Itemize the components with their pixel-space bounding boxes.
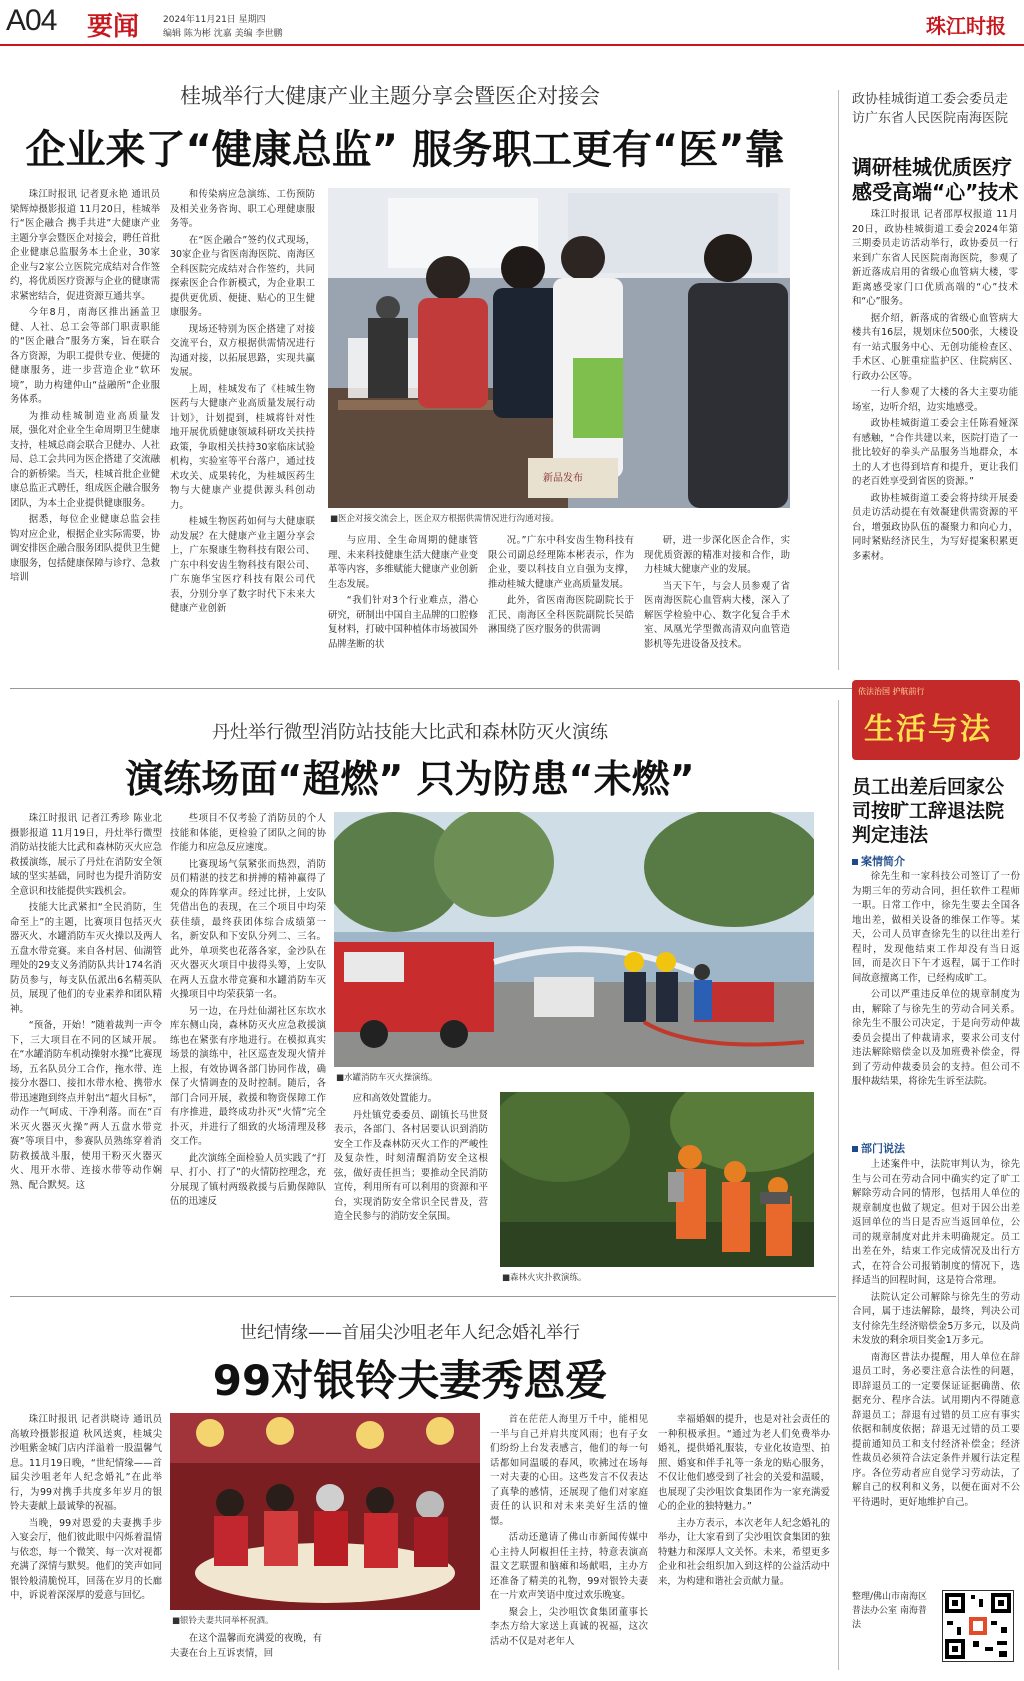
paragraph: 南海区普法办提醒，用人单位在辞退员工时，务必要注意合法性的问题，即辞退员工的一定要保证证据确凿、依据充分、程序合法。试用期内不得随意辞退员工；辞退有过错的员工应有事实依据和制度依据；辞退无过错的员工要提前通知员工和支付经济补偿金；经济性裁员必须符合法定条件并履行法定程序。各位劳动者应自觉学习劳动法，了解自己的权利和义务，以便在面对不公平待遇时，更好地维护自己。 — [852, 1351, 1020, 1508]
paragraph: 当天下午，与会人员参观了省医南海医院心血管病大楼，深入了解医学检验中心、数字化复合手术室、凤凰光学型微高清双向血管造影机等先进设备及技术。 — [644, 580, 790, 650]
law-subhead-department: 部门说法 — [852, 1140, 905, 1156]
story1-column-5 — [644, 534, 790, 674]
story1-photo-caption: ■医企对接交流会上，医企双方根据供需情况进行沟通对接。 — [330, 514, 560, 524]
paragraph: 珠江时报讯 记者江秀珍 陈业北摄影报道 11月19日，丹灶举行微型消防站技能大比武和森林防灭火应急救援演练，展示了丹灶在消防安全领域的坚实基础，同时也为提升消防安全意识和技能提供实践机会。 — [10, 813, 162, 897]
wedding-banquet-photo — [170, 1413, 480, 1610]
paragraph: 徐先生和一家科技公司签订了一份为期三年的劳动合同，担任软件工程师一职。日常工作中，徐先生要去全国各地出差，做相关设备的维保工作等。某天，公司人员审查徐先生的以往出差行程时，发现他结束工作却没有当日返回，而是次日下午才返程，属于工作时间故意擅离工作，已经构成旷工。 — [852, 871, 1020, 984]
sidebar-body — [852, 208, 1018, 663]
paragraph: “我们针对3个行业难点，潜心研究，研制出中国自主品牌的口腔修复材料，打破中国种植体市场被国外品牌垄断的状 — [328, 595, 478, 650]
paragraph: 况。”广东中科安齿生物科技有限公司副总经理陈本彬表示，作为企业，要以科技自立自强为支撑，推动桂城大健康产业高质量发展。 — [488, 535, 634, 590]
paragraph: 和传染病应急演练、工伤预防及相关业务咨询、职工心理健康服务等。 — [170, 189, 315, 229]
paragraph: 珠江时报讯 记者邵厚权报道 11月20日，政协桂城街道工委会2024年第三期委员走访活动举行，政协委员一行来到广东省人民医院南海医院，参观了新近落成启用的省级心血管病大楼，零距离感受家门口优质高端的“心”技术和“心”服务。 — [852, 209, 1018, 307]
editor-credits: 编辑 陈为彬 沈嘉 美编 李世鹏 — [163, 29, 283, 39]
story2-photo-firetruck — [334, 812, 814, 1067]
story2-column-2 — [170, 812, 326, 1288]
story2-kicker: 丹灶举行微型消防站技能大比武和森林防灭火演练 — [212, 722, 608, 743]
story1-headline: 企业来了“健康总监” 服务职工更有“医”靠 — [25, 127, 785, 173]
paragraph: 在“医企融合”签约仪式现场，30家企业与省医南海医院、南海区全科医院完成结对合作签约，共同探索医企合作新模式，为企业职工提供更优质、便捷、贴心的卫生健康服务。 — [170, 234, 315, 318]
story3-photo — [170, 1413, 480, 1610]
paragraph: 法院认定公司解除与徐先生的劳动合同，属于违法解除，最终，判决公司支付徐先生经济赔偿金5万多元，以及尚未发放的剩余项目奖金1万多元。 — [852, 1291, 1020, 1346]
story3-column-1 — [10, 1413, 162, 1675]
column-logo-tagline: 依法治国 护航前行 — [858, 687, 925, 696]
paragraph: 与应用、全生命周期的健康管理、未来科技健康生活大健康产业变革等内容，多维赋能大健康产业创新生态发展。 — [328, 535, 478, 590]
paragraph: “预备，开始！”随着裁判一声令下，三大项目在不同的区域开展。在“水罐消防车机动操射水操”比赛现场，五名队员分工合作，拖水带、连接分水器口、接扣水带水枪、携带水带迅速跑到终点并射出“超火目标”，动作一气呵成、干净利落。而在“百米灭火器灭火操”两人五盘水带竞赛”等项目中，参赛队员熟练穿着消防救援战斗服，使用干粉灭火器灭火、甩开水带、连接水带等动作娴熟、配合默契。这 — [10, 1020, 162, 1191]
paragraph: 今年8月，南海区推出涵盖卫健、人社、总工会等部门职责职能的“医企融合”服务方案，旨在联合各方资源，为职工提供专业、便捷的健康服务，进一步营造企业“软环境”，助力构建仲山“益融所”企业服务体系。 — [10, 307, 160, 405]
paragraph: 桂城生物医药如何与大健康联动发展？在大健康产业主题分享会上，广东聚康生物科技有限公司、广东中科安齿生物科技有限公司、广东施华宝医疗科技有限公司代表，分别分享了数字时代下未来大健康产业创新 — [170, 516, 315, 614]
paragraph: 另一边，在丹灶仙湖社区东坎水库东侧山岗，森林防灭火应急救援演练也在紧张有序地进行。在模拟真实场景的演练中，社区巡查发现火情并上报，有效协调各部门协同作战，确保了火情调查的及时控制。随后，各部门合同开展，救援和物资保障工作有序推进，最终成功扑灭“火情”完全扑灭，并进行了细致的火场清理及移交工作。 — [170, 1005, 326, 1147]
paragraph: 据悉，每位企业健康总监会挂钩对应企业，根据企业实际需要，协调安排医企融合服务团队提供卫生健康服务，包括健康保障与诊疗、急救培训 — [10, 514, 160, 583]
medical-exchange-photo — [328, 188, 790, 508]
story2-photo2-caption: ■森林火灾扑救演练。 — [502, 1273, 587, 1283]
page-number: A04 — [6, 4, 57, 37]
section-divider — [10, 1296, 836, 1297]
paragraph: 研，进一步深化医企合作，实现优质资源的精准对接和合作，助力桂城大健康产业的发展。 — [644, 535, 790, 575]
story3-column-4 — [658, 1413, 830, 1675]
paragraph: 珠江时报讯 记者洪晓诗 通讯员高敏玲摄影报道 秋风送爽，桂城尖沙咀紫金城门店内洋溢着一股温馨气息。11月19日晚，“世纪情缘——首届尖沙咀老年人纪念婚礼”在此举行，为99对携手共度多年岁月的银铃夫妻献上最诚挚的祝福。 — [10, 1414, 162, 1512]
paragraph: 政协桂城街道工委会主任陈看娅深有感触，“合作共建以来，医院打造了一批比较好的拳头产品服务当地群众，本土的人才也得到培育和提升，更让我们的老百姓享受到省医的资源。” — [852, 418, 1018, 487]
paragraph: 聚会上，尖沙咀饮食集团董事长李杰方给大家送上真诚的祝福，这次活动不仅是对老年人 — [490, 1606, 648, 1647]
paragraph: 现场还特别为医企搭建了对接交流平台，双方根据供需情况进行沟通对接，以拓展思路，实现共赢发展。 — [170, 323, 315, 378]
publication-date: 2024年11月21日 星期四 — [163, 15, 266, 25]
story1-kicker: 桂城举行大健康产业主题分享会暨医企对接会 — [180, 84, 600, 108]
paragraph: 据介绍，新落成的省级心血管病大楼共有16层，规划床位500张，大楼设有一站式服务中心、无创功能检查区、手术区、心脏重症监护区、住院病区、行政办公区等。 — [852, 312, 1018, 382]
column-divider — [838, 700, 839, 1670]
story1-column-2 — [170, 188, 315, 672]
law-credit: 整理/佛山市南海区普法办公室 南海普法 — [852, 1592, 928, 1630]
forest-fire-drill-photo — [500, 1092, 814, 1267]
story2-photo1-caption: ■水罐消防车灭火操演练。 — [336, 1073, 438, 1083]
paragraph: 上周，桂城发布了《桂城生物医药与大健康产业高质量发展行动计划》，计划提到，桂城将针对性地开展优质健康领域科研攻关扶持政策，争取相关扶持30家临床试验机构，实验室等平台落户，通过技术攻关、成果转化，为桂城医药生物与大健康产业提供源头科创动力。 — [170, 383, 315, 511]
paragraph: 上述案件中，法院审判认为，徐先生与公司在劳动合同中确实约定了旷工解除劳动合同的情形，包括用人单位的规章制度也做了规定。但对于因公出差返回单位的当日是否应当返回单位，公司的规章制度对此并未明确规定。员工出差在外，结束工作完成情况及出行方式，在符合公司报销制度的情况下，选择适当的回程时间，这是符合常理。 — [852, 1159, 1020, 1286]
column-divider — [838, 90, 839, 670]
story2-column-3 — [334, 1092, 488, 1288]
paragraph: 为推动桂城制造业高质量发展，强化对企业全生命周期卫生健康支持，桂城总商会联合卫健办、人社局、总工会共同为医企搭建了交流融合的新桥梁。当天，桂城首批企业健康总监正式聘任，组成医企融合服务团队，为本土企业提供健康服务。 — [10, 410, 160, 509]
story1-photo — [328, 188, 790, 508]
paragraph: 技能大比武紧扣“全民消防，生命至上”的主题，比赛项目包括灭火器灭火、水罐消防车灭火操以及两人五盘水带竞赛。来自各村居、仙湖管理处的29支义务消防队共计174名消防员参与，每支队伍派出6名精英队员，展现了他们的专业素养和团队精神。 — [10, 902, 162, 1015]
section-name: 要闻 — [87, 12, 140, 42]
law-case-body — [852, 870, 1020, 1130]
paragraph: 应和高效处置能力。 — [352, 1093, 438, 1104]
law-story-title: 员工出差后回家公司按旷工辞退法院判定违法 — [852, 776, 1005, 846]
qr-code-icon — [943, 1591, 1013, 1661]
law-department-body — [852, 1158, 1020, 1583]
paragraph: 首在茫茫人海里万千中，能相见一半与自己并肩共度风雨；也有子女们纷纷上台发表感言，他们的每一句话都如同温暖的春风，吹拂过在场每一对夫妻的心田。这些发言不仅表达了真挚的感情，还展现了他们对家庭责任的认识和对未来美好生活的憧憬。 — [490, 1414, 648, 1527]
story2-column-1 — [10, 812, 162, 1288]
paragraph: 主办方表示，本次老年人纪念婚礼的举办，让大家看到了尖沙咀饮食集团的独特魅力和深厚人文关怀。未来，希望更多企业和社会组织加入到这样的公益活动中来，为构建和谐社会贡献力量。 — [658, 1517, 830, 1587]
story3-column-2 — [170, 1632, 322, 1672]
story2-photo-forest — [500, 1092, 814, 1267]
paragraph: 一行人参观了大楼的各大主要功能场室，边听介绍，边实地感受。 — [852, 387, 1018, 413]
story3-headline: 99对银铃夫妻秀恩爱 — [212, 1356, 608, 1405]
story3-photo-caption: ■银铃夫妻共同举杯祝酒。 — [172, 1616, 274, 1626]
story1-column-1 — [10, 188, 160, 672]
law-subhead-case: 案情简介 — [852, 853, 905, 869]
story3-kicker: 世纪情缘——首届尖沙咀老年人纪念婚礼举行 — [240, 1323, 580, 1343]
paragraph: 丹灶镇党委委员、副镇长马世贤表示，各部门、各村居要认识到消防安全工作及森林防灭火工作的严峻性及复杂性，时刻清醒消防安全这根弦，做好责任担当；要推动全民消防宣传，利用所有可以利用的资源和平台，实现消防安全常识全民普及，营造全民参与的消防安全氛围。 — [334, 1109, 488, 1222]
story2-headline: 演练场面“超燃” 只为防患“未燃” — [125, 757, 695, 801]
paragraph: 幸福婚姻的提升，也是对社会责任的一种积极承担。“通过为老人们免费举办婚礼，提供婚礼服装，专业化妆造型、拍照、婚宴和伴手礼等一条龙的贴心服务，不仅让他们感受到了社会的关爱和温暖，也展现了尖沙咀饮食集团作为一家充满爱心的企业的独特魅力。” — [658, 1414, 830, 1512]
story1-column-4 — [488, 534, 634, 674]
paragraph: 当晚，99对恩爱的夫妻携手步入宴会厅，他们彼此眼中闪烁着温情与依恋，每一个微笑、每一次对视都充满了深情与默契。他们的笑声如同银铃般清脆悦耳，回荡在岁月的长廊中，诉说着深深厚的爱意与回忆。 — [10, 1517, 162, 1601]
fire-drill-photo — [334, 812, 814, 1067]
header-rule — [0, 44, 1024, 46]
paragraph: 公司以严重违反单位的规章制度为由，解除了与徐先生的劳动合同关系。徐先生不服公司决定，于是向劳动仲裁委员会提出了仲裁请求，要求公司支付违法解除赔偿金以及加班费补偿金，得到了劳动仲裁委员会的支持。但公司不服仲裁结果，将徐先生诉至法院。 — [852, 989, 1020, 1087]
paragraph: 此次演练全面检验人员实践了“打早、打小、打了”的火情防控理念，充分展现了镇村两级救援与后勤保障队伍的迅速反 — [170, 1152, 326, 1207]
newspaper-logo: 珠江时报 — [926, 14, 1006, 38]
sidebar-title: 调研桂城优质医疗感受高端“心”技术 — [852, 155, 1019, 204]
paragraph: 比赛现场气氛紧张而热烈，消防员们精湛的技艺和拼搏的精神赢得了观众的阵阵掌声。经过比拼，上安队凭借出色的表现，在三个项目中均荣获佳绩，最终获团体综合成绩第一名，新安队和下安队分列二、三名。此外，单项奖也花落各家，金沙队在灭火器灭火项目中拔得头筹，上安队在两人五盘水带竞赛和水罐消防车灭火操项目中均荣获第一名。 — [170, 858, 326, 1000]
paragraph: 此外，省医南海医院副院长于汇民、南海区全科医院副院长吴皓淋围绕了医疗服务的供需调 — [488, 595, 634, 635]
paragraph: 活动还邀请了佛山市新闻传媒中心主持人阿椒担任主持，特意表演高温文艺联盟和脑瘫和场献唱，主办方还准备了精美的礼物，99对银铃夫妻在一片欢声笑语中度过欢乐晚宴。 — [490, 1532, 648, 1601]
column-logo-title: 生活与法 — [864, 712, 992, 747]
story1-column-3 — [328, 534, 478, 674]
qr-code[interactable] — [942, 1590, 1014, 1662]
paragraph: 在这个温馨而充满爱的夜晚，有夫妻在台上互诉衷情，回 — [170, 1633, 322, 1659]
sidebar-kicker: 政协桂城街道工委会委员走访广东省人民医院南海医院 — [852, 92, 1009, 126]
column-logo-banner — [852, 680, 1020, 760]
paragraph: 政协桂城街道工委会将持续开展委员走访活动提在有效凝建供需资源的平台，增强政协队伍的凝聚力和向心力，同时紧贴经济民生，为写好提案积累更多素材。 — [852, 492, 1018, 562]
paragraph: 珠江时报讯 记者夏永艳 通讯员梁辉焯摄影报道 11月20日，桂城举行“医企融合 携手共进”大健康产业主题分享会暨医企对接会，聘任首批企业健康总监服务本土企业，30家企业与2家公立医院完成结对合作签约，将优质医疗资源与企业的健康需求紧密结合，促进资源互通共享。 — [10, 189, 160, 302]
paragraph: 些项目不仅考验了消防员的个人技能和体能，更检验了团队之间的协作能力和应急反应速度。 — [170, 813, 326, 853]
story3-column-3 — [490, 1413, 648, 1675]
photo-sign-text: 新品发布 — [543, 473, 583, 484]
